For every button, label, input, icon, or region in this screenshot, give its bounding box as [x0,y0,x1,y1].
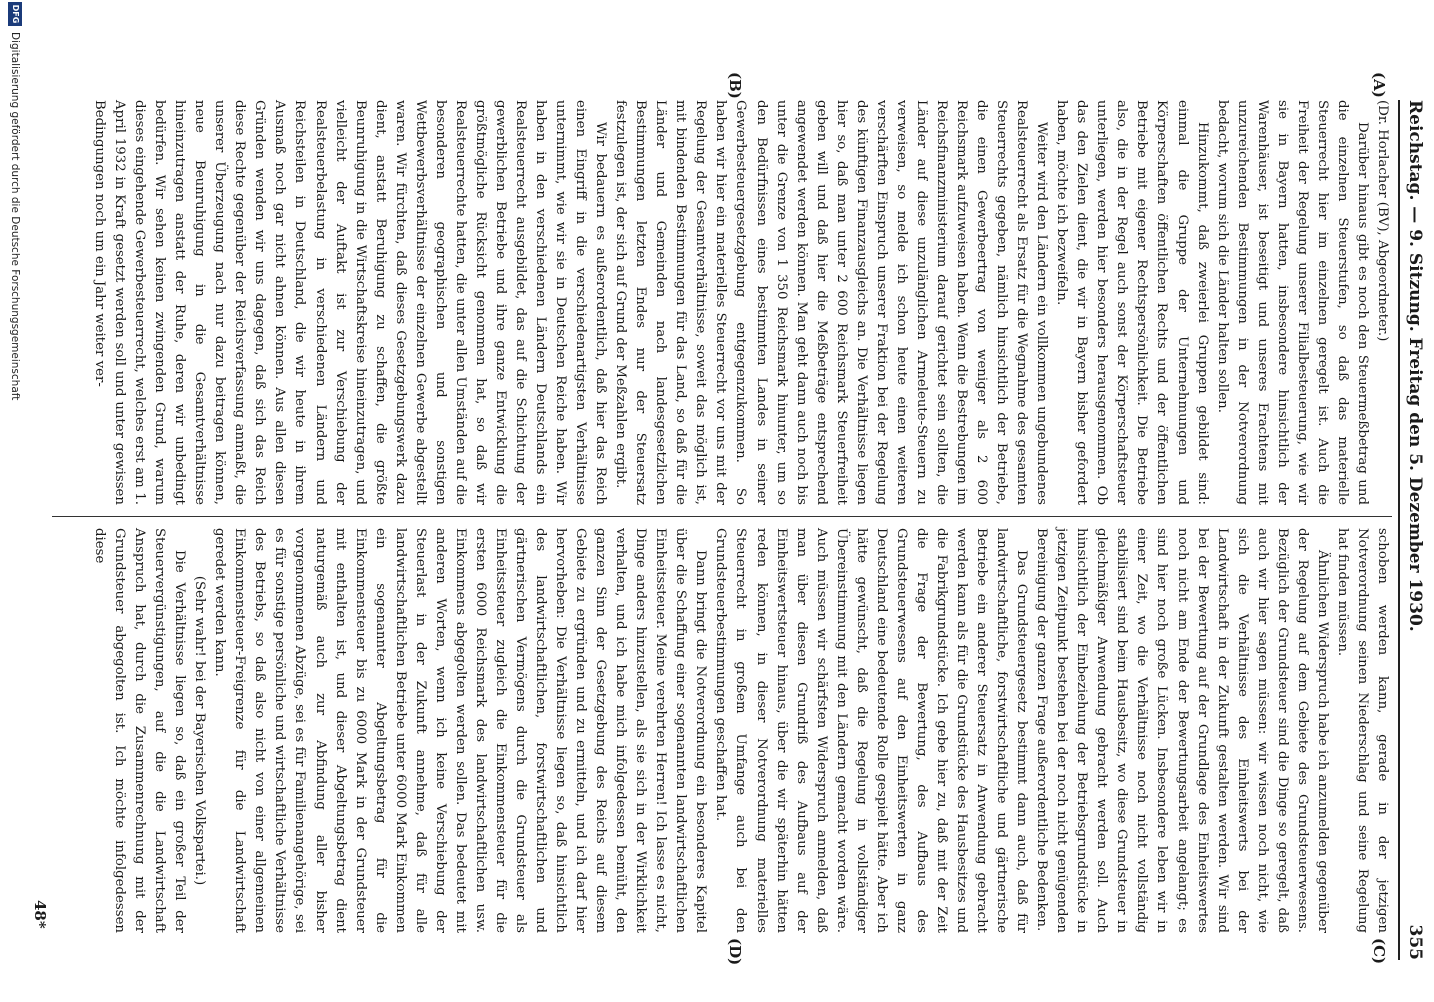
paragraph: Die Verhältnisse liegen so, daß ein großer Teil der Steuervergünstigungen, auf die die Landwirtschaft Anspruch hat, durch die Zusammenrechnung mit der Grundsteuer abgegolten ist. Ich möchte infolgedessen diese [92,528,188,933]
running-header [1404,100,1426,960]
header-title: Reichstag. — 9. Sitzung. Freitag den 5. Dezember 1930. [1405,100,1425,632]
column-divider [52,516,1392,517]
paragraph: Dann bringt die Notverordnung ein besonderes Kapitel über die Schaffung einer sogenannten landwirtschaftlichen Einheitssteuer. Meine verehrten Herren! Ich lasse es nicht, Dinge anders hinzustellen, als sie sich in der Wirklichkeit verhalten, und ich habe mich infolgedessen bemüht, den ganzen Sinn der Gesetzgebung des Reichs auf diesem Gebiete zu ergründen und zu ermitteln, und ich darf hier hervorheben: Die Verhältnisse liegen so, daß hinsichtlich des landwirtschaftlichen, forstwirtschaftlichen und gärtnerischen Vermögens durch die Grundsteuer als Einheitssteuer zugleich die Einkommensteuer für die ersten 6000 Reichsmark des landwirtschaftlichen usw. Einkommens abgegolten werden sollen. Das bedeutet mit anderen Worten, wenn ich keine Verschiebung der Steuerlast in der Zukunft annehme, daß für alle landwirtschaftlichen Betriebe unter 6000 Mark Einkommen ein sogenannter Abgeltungsbetrag für die Einkommensteuer bis zu 6000 Mark in der Grundsteuer mit enthalten ist, und dieser Abgeltungsbetrag dient naturgemäß auch zur Abfindung aller bisher vorgenommenen Abzüge, sei es für Familienangehörige, sei es für sonstige persönliche und wirtschaftliche Verhältnisse des Betriebs, so daß also nicht von einer allgemeinen Einkommensteuer-Freigrenze für die Landwirtschaft geredet werden kann. [212,528,709,933]
paragraph: schoben werden kann, gerade in der jetzigen Notverordnung seinen Niederschlag und seine Regelung hat finden müssen. [1334,528,1390,933]
digitization-footer [1,2,29,1002]
speaker-line: (Dr. Horlacher (BV), Abgeordneter.) [1375,100,1390,342]
paragraph: Ähnlichen Widerspruch habe ich anzumelden gegenüber der Regelung auf dem Gebiete des Grundsteuerwesens. Bezüglich der Grundsteuer sind die Dinge so geregelt, daß auch wir hier sagen müssen: wir wissen noch nicht, wie sich die Verhältnisse des Einheitswerts bei der Landwirtschaft in der Zukunft gestalten werden. Wir sind bei der Bewertung auf der Grundlage des Einheitswertes noch nicht am Ende der Bewertungsarbeit angelangt; es sind hier noch große Lücken. Insbesondere leben wir in einer Zeit, wo die Verhältnisse noch nicht vollständig stabilisiert sind beim Hausbesitz, wo diese Grundsteuer in gleichmäßiger Anwendung gebracht werden soll. Auch hinsichtlich der Einbeziehung der Betriebsgrundstücke in jetzigen Zeitpunkt bestehen bei der noch nicht genügenden Bereinigung der ganzen Frage außerordentliche Bedenken. [1034,528,1330,933]
paragraph: Darüber hinaus gibt es noch den Steuermeßbetrag und die einzelnen Steuerstufen, so daß das materielle Steuerrecht hier im einzelnen geregelt ist. Auch die Freiheit der Regelung unserer Filialbesteuerung, wie wir sie in Bayern hatten, insbesondere hinsichtlich der Warenhäuser, ist beseitigt und unseres Erachtens mit unzureichenden Bestimmungen in der Notverordnung bedacht, worum sich die Länder halten sollen. [1214,100,1370,505]
margin-mark-c: (C) [1370,938,1388,965]
header-rule [1398,100,1400,960]
left-text-column [89,100,1392,505]
margin-mark-b: (B) [726,72,744,99]
margin-mark-d: (D) [726,938,744,966]
header-page-number: 355 [1405,924,1425,960]
paragraph: Weiter wird den Ländern ein vollkommen ungebundenes Realsteuerrecht als Ersatz für die Wegnahme des gesamten Steuerrechts gegeben, nämlich hinsichtlich der Betriebe, die einen Gewerbeertrag von weniger als 2 600 Reichsmark aufzuweisen haben. Wenn die Bestrebungen im Reichsfinanzministerium darauf gerichtet sein sollten, die Länder auf diese unzulänglichen Armeleute-Steuern zu verweisen, so melde ich schon heute einen weiteren verschärften Einspruch unserer Fraktion bei der Regelung des künftigen Finanzausgleichs an. Die Verhältnisse liegen hier so, daß man unter 2 600 Reichsmark Steuerfreiheit geben will und daß hier die Meßbeträge entsprechend angewendet werden können. Man geht dann auch noch bis unter die Grenze von 1 350 Reichsmark hinunter, um so den Bedürfnissen eines bestimmten Landes in seiner Gewerbesteuergesetzgebung entgegenzukommen. So haben wir hier ein materielles Steuerrecht vor uns mit der Regelung der Gesamtverhältnisse, soweit das möglich ist, mit bindenden Bestimmungen für das Land, so daß für die Länder und Gemeinden nach landesgesetzlichen Bestimmungen letzten Endes nur der Steuersatz festzulegen ist, der sich auf Grund der Meßzahlen ergibt. [613,100,1050,505]
right-text-column [89,528,1392,933]
interjection: (Sehr wahr! bei der Bayerischen Volkspartei.) [192,575,208,886]
paragraph: Das Grundsteuergesetz bestimmt dann auch, daß für landwirtschaftliche, forstwirtschaftliche und gärtnerische Betriebe ein anderer Steuersatz in Anwendung gebracht werden kann als für die Grundstücke des Hausbesitzes und die Fabrikgrundstücke. Ich gebe hier zu, daß mit der Zeit die Frage der Bewertung, des Aufbaus des Grundsteuerwesens auf den Einheitswerten in ganz Deutschland eine bedeutende Rolle gespielt hätte. Aber ich hätte gewünscht, daß die Regelung in vollständiger Übereinstimmung mit den Ländern gemacht worden wäre. Auch müssen wir schärfsten Widerspruch anmelden, daß man über diesen Grundriß des Aufbaus auf der Einheitswertsteuer hinaus, über die wir späterhin hätten reden können, in dieser Notverordnung materielles Steuerrecht in großem Umfange auch bei den Grundsteuerbestimmungen geschaffen hat. [713,528,1030,933]
footer-text: Digitalisierung gefördert durch die Deutsche Forschungsgemeinschaft [9,32,21,401]
dfg-logo-icon: DFG [8,2,22,26]
page-signature: 48* [31,900,49,929]
paragraph: Hinzukommt, daß zweierlei Gruppen gebildet sind: einmal die Gruppe der Unternehmungen und Körperschaften öffentlichen Rechts und der öffentlichen Betriebe mit eigener Rechtspersönlichkeit. Die Betriebe also, die in der Regel auch sonst der Körperschaftsteuer unterliegen, werden hier besonders herausgenommen. Ob das den Zielen dient, die wir in Bayern bisher gefordert haben, möchte ich bezweifeln. [1054,100,1210,505]
paragraph: Wir bedauern es außerordentlich, daß hier das Reich einen Eingriff in die verschiedenartigsten Verhältnisse unternimmt, wie wir sie in Deutschen Reiche haben. Wir haben in den verschiedenen Ländern Deutschlands ein Realsteuerrecht ausgebildet, das auf die Schichtung der gewerblichen Betriebe und ihre ganze Entwicklung die größtmögliche Rücksicht genommen hat, so daß wir Realsteuerrechte hatten, die unter allen Umständen auf die besonderen geographischen und sonstigen Wettbewerbsverhältnisse der einzelnen Gewerbe abgestellt waren. Wir fürchten, daß dieses Gesetzgebungswerk dazu dient, anstatt Beruhigung zu schaffen, die größte Beunruhigung in die Wirtschaftskreise hineinzutragen, und vielleicht der Auftakt ist zur Verschiebung der Realsteuerbelastung in verschiedenen Ländern und Reichsteilen in Deutschland, die wir heute in ihrem Ausmaß noch gar nicht ahnen können. Aus allen diesen Gründen wenden wir uns dagegen, daß sich das Reich diese Rechte gegenüber der Reichsverfassung anmaßt, die unserer Überzeugung nach nur dazu beitragen können, neue Beunruhigung in die Gesamtverhältnisse hineinzutragen anstatt der Ruhe, deren wir unbedingt bedürfen. Wir sehen keinen zwingenden Grund, warum dieses eingehende Gewerbesteuerrecht, welches erst am 1. April 1932 in Kraft gesetzt werden soll und unter gewissen Bedingungen noch um ein Jahr weiter ver- [92,100,609,505]
margin-mark-a: (A) [1370,72,1388,98]
